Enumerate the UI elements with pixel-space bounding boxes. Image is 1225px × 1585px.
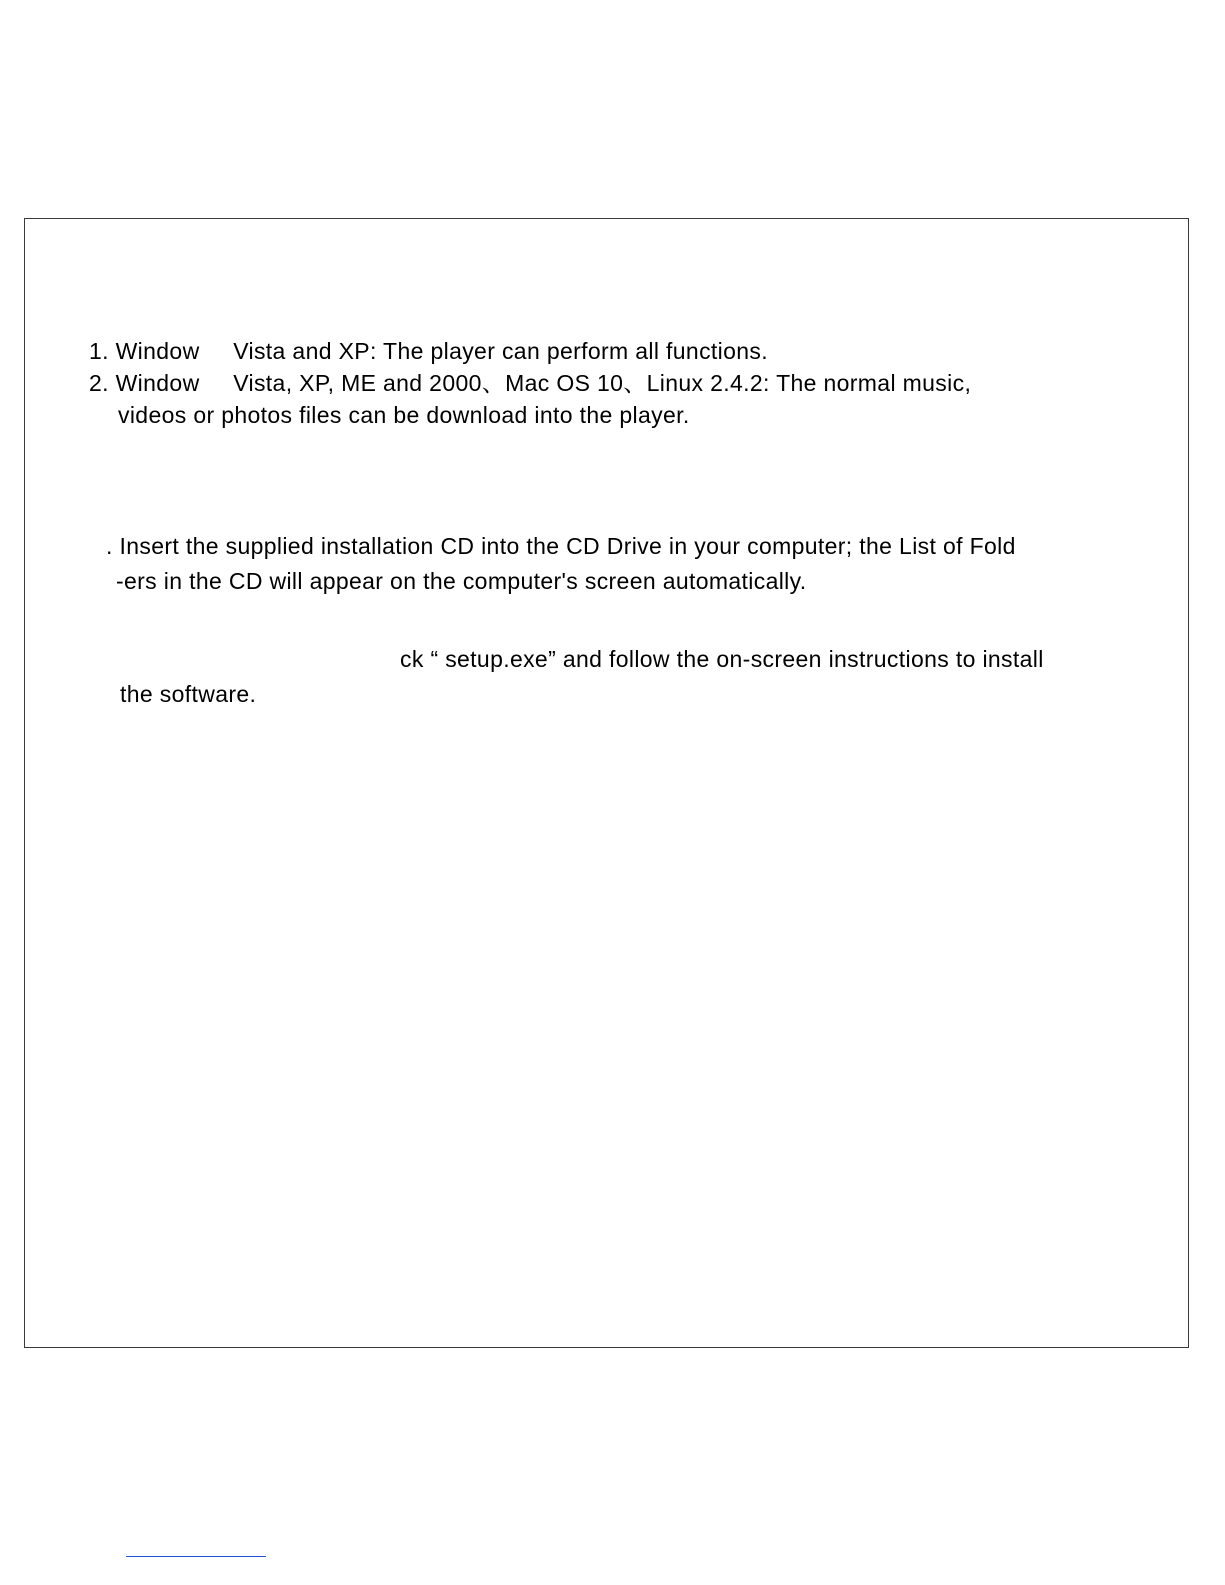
compat-item-2: 2. Window Vista, XP, ME and 2000、Mac OS 10、Linux 2.4.2: The normal music, (89, 370, 972, 396)
link-underline (126, 1556, 266, 1557)
compat-item-2-continuation: videos or photos files can be download into the player. (118, 402, 690, 428)
compat-item-1: 1. Window Vista and XP: The player can perform all functions. (89, 338, 769, 364)
install-step-2-continuation: the software. (120, 681, 257, 707)
install-step-1: . Insert the supplied installation CD into the CD Drive in your computer; the List of Fold (106, 533, 1016, 559)
install-step-2: ck “ setup.exe” and follow the on-screen instructions to install (400, 646, 1044, 672)
install-step-1-continuation: -ers in the CD will appear on the computer's screen automatically. (116, 568, 807, 594)
